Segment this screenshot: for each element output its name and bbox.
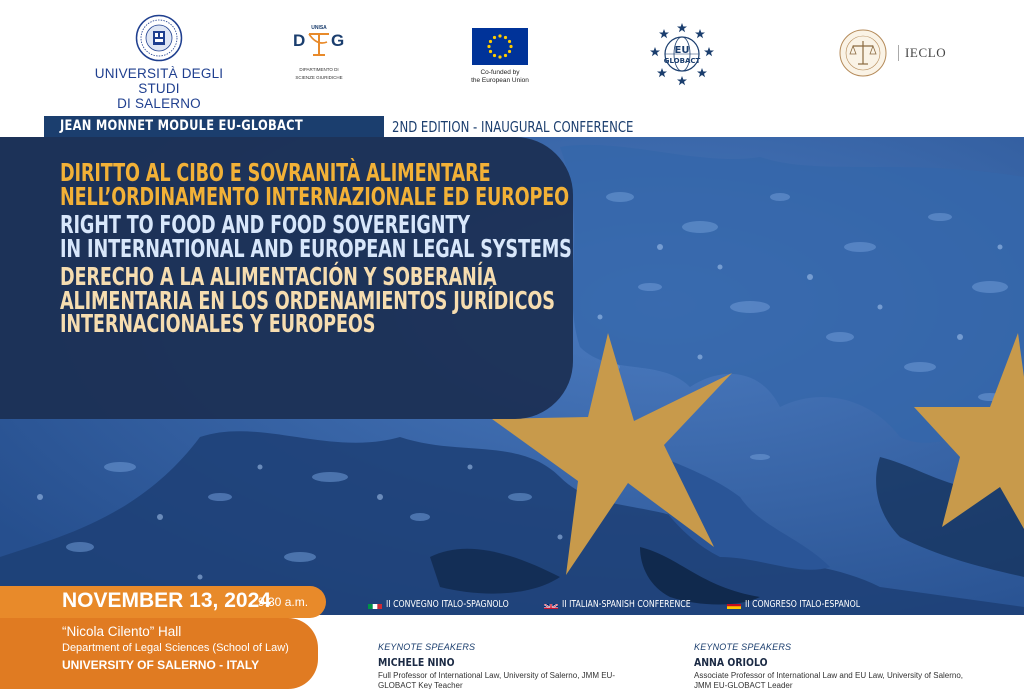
speaker-role: KEYNOTE SPEAKERS bbox=[694, 642, 792, 652]
congress-item-spanish bbox=[727, 599, 885, 610]
congress-labels bbox=[368, 597, 893, 611]
uk-flag-icon bbox=[544, 600, 558, 609]
venue-badge bbox=[0, 618, 318, 689]
scales-of-justice-icon bbox=[287, 22, 351, 60]
svg-text:G: G bbox=[331, 31, 345, 50]
congress-item-english bbox=[544, 599, 719, 610]
eu-cofunded-logo bbox=[470, 28, 530, 84]
conference-titles bbox=[60, 158, 578, 341]
italy-flag-icon bbox=[368, 600, 382, 609]
department-logo bbox=[278, 22, 360, 80]
venue-department: Department of Legal Sciences (School of Law) bbox=[62, 642, 289, 654]
speaker-description: Full Professor of International Law, University of Salerno, JMM EU-GLOBACT Key Teacher bbox=[378, 671, 615, 689]
spanish-title bbox=[60, 262, 578, 338]
italian-title-line: DIRITTO AL CIBO E SOVRANITÀ ALIMENTARE bbox=[60, 158, 491, 187]
hero-map-banner bbox=[0, 137, 1024, 615]
congress-item-italian bbox=[368, 599, 536, 610]
module-title: JEAN MONNET MODULE EU-GLOBACT bbox=[60, 118, 303, 134]
keynote-speaker-card bbox=[694, 642, 994, 689]
date-badge bbox=[0, 586, 326, 618]
speaker-name: ANNA ORIOLO bbox=[694, 656, 768, 669]
speaker-description: Associate Professor of International Law and EU Law, University of Salerno, JMM EU-GLOBACT Leader bbox=[694, 671, 964, 689]
congress-label: II CONVEGNO ITALO-SPAGNOLO bbox=[386, 598, 509, 610]
eu-flag-icon bbox=[472, 28, 528, 65]
italian-title bbox=[60, 158, 578, 211]
spain-flag-icon bbox=[727, 600, 741, 609]
eu-caption-line2: the European Union bbox=[471, 76, 529, 84]
keynote-speaker-card bbox=[378, 642, 678, 689]
spanish-title-line: ALIMENTARIA EN LOS ORDENAMIENTOS JURÍDICOS bbox=[60, 285, 555, 315]
venue-hall: “Nicola Cilento” Hall bbox=[62, 624, 182, 639]
title-bar bbox=[0, 116, 1024, 137]
globact-line2: GLOBACT bbox=[663, 57, 701, 65]
department-caption-line2: SCIENZE GIURIDICHE bbox=[295, 74, 343, 80]
header-logos bbox=[0, 0, 1024, 116]
ieclo-label: IECLO bbox=[898, 45, 946, 61]
congress-label: II CONGRESO ITALO-ESPAÑOL bbox=[744, 598, 860, 610]
globact-globe-icon bbox=[646, 22, 718, 88]
university-of-salerno-logo bbox=[84, 14, 234, 111]
eu-caption-line1: Co-funded by bbox=[480, 69, 520, 76]
venue-university: UNIVERSITY OF SALERNO - ITALY bbox=[62, 658, 260, 672]
event-date: NOVEMBER 13, 2024 bbox=[62, 589, 271, 612]
italian-title-line: NELL’ORDINAMENTO INTERNAZIONALE ED EUROPEO bbox=[60, 181, 569, 211]
english-title-line: RIGHT TO FOOD AND FOOD SOVEREIGNTY bbox=[60, 210, 470, 239]
congress-label: II ITALIAN-SPANISH CONFERENCE bbox=[561, 598, 691, 610]
english-title bbox=[60, 210, 578, 263]
event-time: 9.30 a.m. bbox=[258, 595, 309, 609]
university-name-line2: DI SALERNO bbox=[117, 96, 201, 111]
spanish-title-line: DERECHO A LA ALIMENTACIÓN Y SOBERANÍA bbox=[60, 262, 497, 291]
speaker-role: KEYNOTE SPEAKERS bbox=[378, 642, 476, 652]
svg-text:UNISA: UNISA bbox=[311, 25, 327, 31]
university-name-line1: UNIVERSITÀ DEGLI STUDI bbox=[94, 66, 224, 96]
ieclo-logo bbox=[838, 28, 958, 78]
event-details bbox=[0, 586, 1024, 689]
svg-text:D: D bbox=[293, 31, 306, 50]
english-title-line: IN INTERNATIONAL AND EUROPEAN LEGAL SYSTEMS bbox=[60, 233, 572, 263]
speaker-name: MICHELE NINO bbox=[378, 656, 455, 669]
eu-globact-logo bbox=[646, 22, 718, 88]
department-caption-line1: DIPARTIMENTO DI bbox=[299, 67, 339, 72]
university-seal-icon bbox=[135, 14, 183, 62]
globact-line1: EU bbox=[674, 45, 690, 56]
spanish-title-line: INTERNACIONALES Y EUROPEOS bbox=[60, 309, 376, 338]
edition-title: 2ND EDITION - INAUGURAL CONFERENCE bbox=[392, 118, 634, 136]
ieclo-scales-seal-icon bbox=[838, 28, 888, 78]
